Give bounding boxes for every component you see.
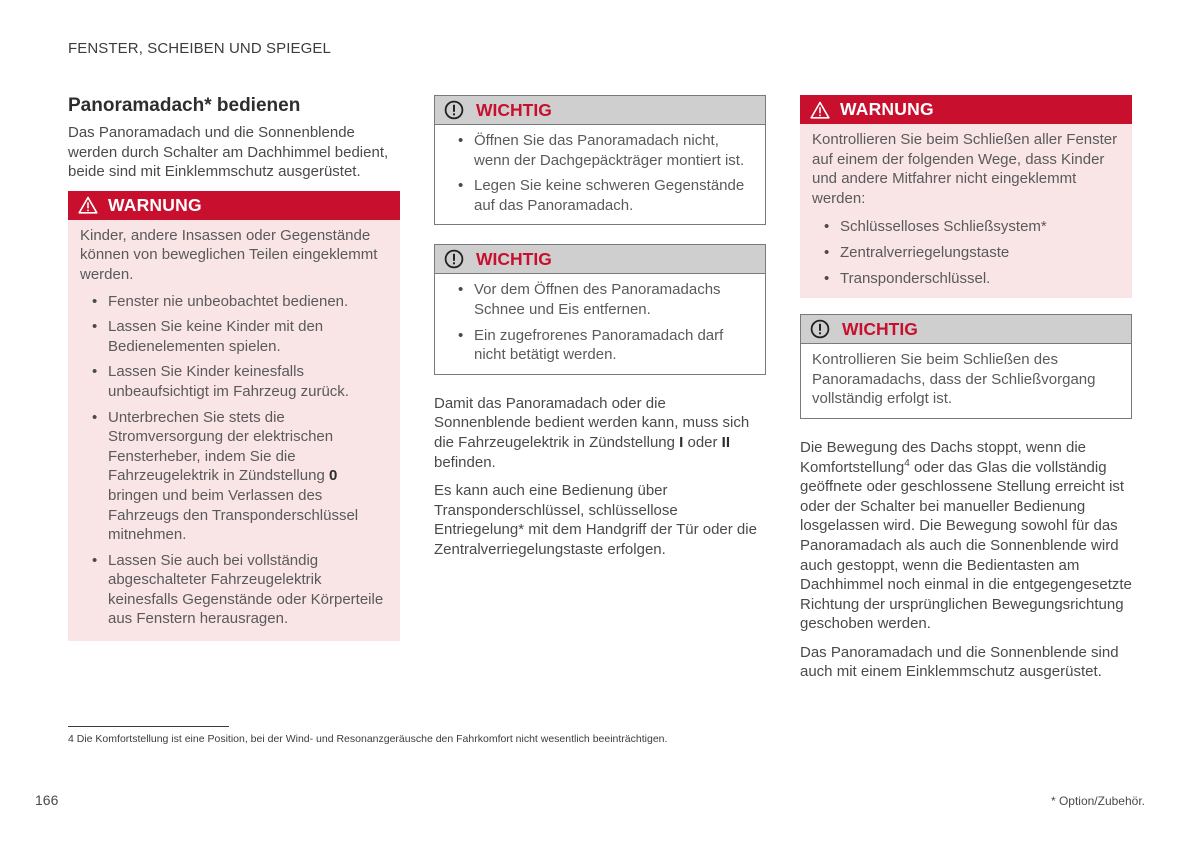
- important-text: Kontrollieren Sie beim Schließen des Panoramadachs, dass der Schließvorgang vollständig erfolgt ist.: [812, 351, 1096, 408]
- important-list: [446, 280, 754, 364]
- list-item: • Transponderschlüssel.: [812, 269, 1120, 289]
- warning-text: Kinder, andere Insassen oder Gegenstände können von beweglichen Teilen eingeklemmt werden.: [80, 226, 378, 283]
- warning-label: WARNUNG: [108, 194, 202, 215]
- column-left: [68, 95, 400, 653]
- footnote-text: Die Komfortstellung ist eine Position, bei der Wind- und Resonanzgeräusche den Fahrkomfort nicht wesentlich beeinträchtigen.: [73, 733, 668, 745]
- warning-list: [80, 292, 388, 630]
- list-item: • Vor dem Öffnen des Panoramadachs Schnee und Eis entfernen.: [446, 280, 754, 319]
- warning-triangle-icon: [810, 101, 830, 119]
- exclamation-circle-icon: [444, 100, 464, 120]
- ignition-position: II: [721, 433, 731, 451]
- page-number: 166: [35, 792, 59, 808]
- footnote-reference: 4: [904, 457, 910, 469]
- exclamation-circle-icon: [810, 319, 830, 339]
- warning-text: Kontrollieren Sie beim Schließen aller Fenster auf einem der folgenden Wege, dass Kinder und andere Mitfahrer nicht eingeklemmt werden:: [812, 131, 1118, 207]
- important-header: [801, 315, 1131, 344]
- important-label: WICHTIG: [842, 318, 918, 339]
- ignition-position: I: [679, 433, 684, 451]
- paragraph-text: befinden.: [434, 453, 496, 471]
- warning-header: [800, 95, 1132, 124]
- footnote: [68, 733, 667, 745]
- important-box: [434, 244, 766, 374]
- body-paragraph: Es kann auch eine Bedienung über Transponderschlüssel, schlüssellose Entriegelung* mit dem Handgriff der Tür oder die Zentralverriegelungstaste erfolgen.: [434, 482, 757, 558]
- column-right: [800, 95, 1132, 691]
- important-label: WICHTIG: [476, 248, 552, 269]
- warning-list: [812, 217, 1120, 288]
- warning-triangle-icon: [78, 196, 98, 214]
- paragraph-text: Die Bewegung des Dachs stoppt, wenn die Komfortstellung: [800, 438, 1087, 476]
- body-paragraph: [800, 438, 1132, 634]
- important-header: [435, 245, 765, 274]
- option-note: * Option/Zubehör.: [1050, 794, 1145, 808]
- important-list: [446, 131, 754, 215]
- body-paragraph: [434, 394, 766, 472]
- list-item: • Legen Sie keine schweren Gegenstände auf das Panoramadach.: [446, 176, 754, 215]
- intro-paragraph: Das Panoramadach und die Sonnenblende werden durch Schalter am Dachhimmel bedient, beide sind mit Einklemmschutz ausgerüstet.: [68, 124, 389, 181]
- list-item: [80, 408, 388, 545]
- footnote-marker: 4: [68, 733, 74, 745]
- ignition-position: 0: [328, 467, 338, 485]
- section-header: FENSTER, SCHEIBEN UND SPIEGEL: [68, 40, 331, 57]
- column-middle: [434, 95, 766, 569]
- section-title: Panoramadach* bedienen: [68, 95, 301, 116]
- list-item: • Schlüsselloses Schließsystem*: [812, 217, 1120, 237]
- important-label: WICHTIG: [476, 99, 552, 120]
- footnote-divider: [68, 726, 229, 727]
- exclamation-circle-icon: [444, 249, 464, 269]
- list-item: • Zentralverriegelungstaste: [812, 243, 1120, 263]
- warning-box: [68, 191, 400, 641]
- important-box: [434, 95, 766, 225]
- list-item-text: Unterbrechen Sie stets die Stromversorgung der elektrischen Fensterheber, indem Sie die Fahrzeugelektrik in Zündstellung: [108, 408, 334, 485]
- warning-label: WARNUNG: [840, 99, 934, 119]
- list-item-text: bringen und beim Verlassen des Fahrzeugs den Transponderschlüssel mitnehmen.: [108, 486, 359, 544]
- important-header: [435, 96, 765, 125]
- paragraph-text: Damit das Panoramadach oder die Sonnenblende bedient werden kann, muss sich die Fahrzeugelektrik in Zündstellung: [434, 394, 750, 451]
- paragraph-text: oder das Glas die vollständig geöffnete oder geschlossene Stellung erreicht ist oder der Schalter bei manueller Bedienung losgelassen wird. Die Bewegung sowohl für das Panoramadach als auch die Sonnenblende wird auch gestoppt, wenn die Bedientasten am Dachhimmel noch einmal in die entgegengesetzte Richtung der ursprünglichen Bewegungsrichtung geschoben werden.: [800, 458, 1132, 633]
- important-box: [800, 314, 1132, 419]
- list-item: • Ein zugefrorenes Panoramadach darf nicht betätigt werden.: [446, 326, 754, 365]
- list-item: • Lassen Sie keine Kinder mit den Bedienelementen spielen.: [80, 317, 388, 356]
- paragraph-text: oder: [683, 433, 722, 451]
- list-item: • Fenster nie unbeobachtet bedienen.: [80, 292, 388, 312]
- body-paragraph: Das Panoramadach und die Sonnenblende sind auch mit einem Einklemmschutz ausgerüstet.: [800, 643, 1119, 681]
- warning-header: [68, 191, 400, 220]
- list-item: • Lassen Sie auch bei vollständig abgeschalteter Fahrzeugelektrik keinesfalls Gegenstände oder Körperteile aus Fenstern herausragen.: [80, 551, 388, 629]
- list-item: • Lassen Sie Kinder keinesfalls unbeaufsichtigt im Fahrzeug zurück.: [80, 362, 388, 401]
- list-item: • Öffnen Sie das Panoramadach nicht, wenn der Dachgepäckträger montiert ist.: [446, 131, 754, 170]
- warning-box: [800, 95, 1132, 298]
